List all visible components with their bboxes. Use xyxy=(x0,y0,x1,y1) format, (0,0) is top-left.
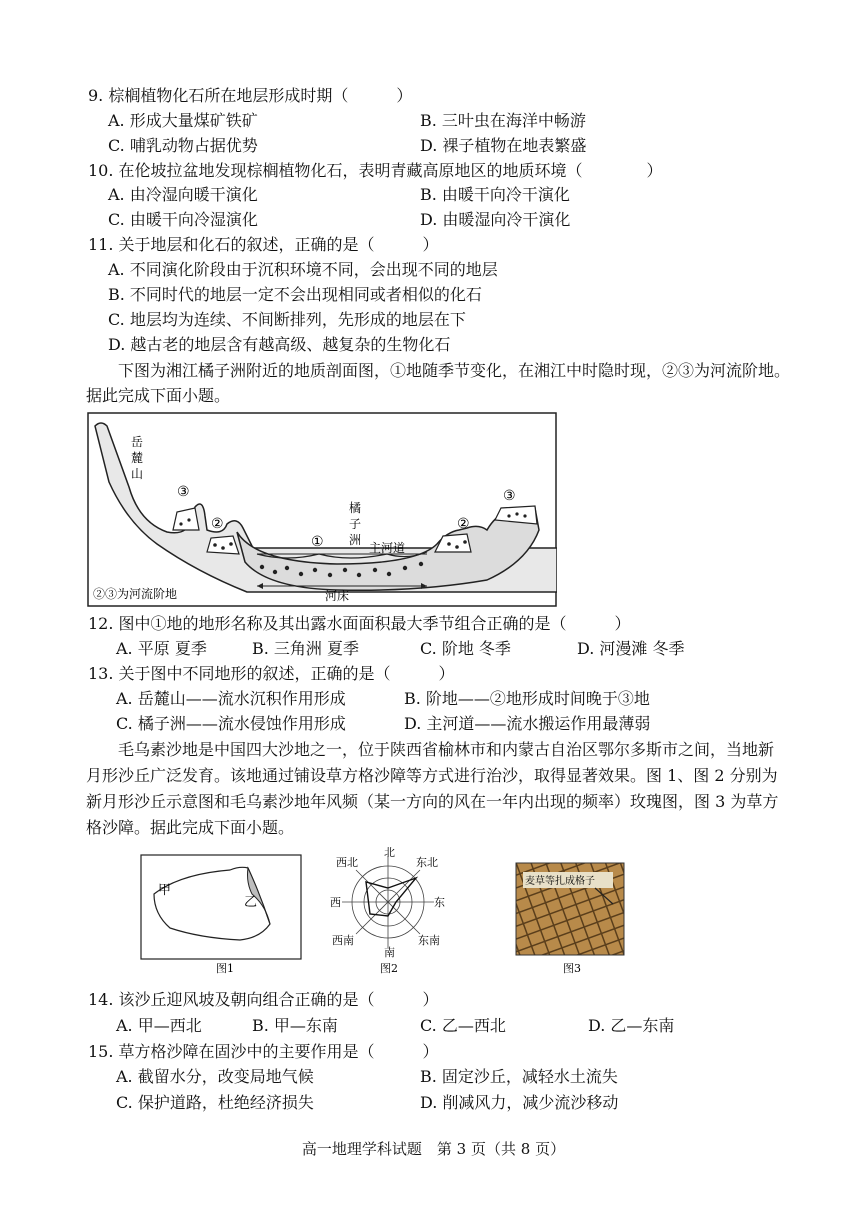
q9-option-b[interactable]: B. 三叶虫在海洋中畅游 xyxy=(420,111,586,130)
q10-stem: 10. 在伦坡拉盆地发现棕榈植物化石，表明青藏高原地区的地质环境（ ） xyxy=(88,161,663,180)
rose-s: 南 xyxy=(384,946,395,959)
dune-label-yi: 乙 xyxy=(244,895,258,910)
q15-option-d[interactable]: D. 削减风力，减少流沙移动 xyxy=(420,1093,619,1112)
q15-option-b[interactable]: B. 固定沙丘，减轻水土流失 xyxy=(420,1067,618,1086)
q12-option-b[interactable]: B. 三角洲 夏季 xyxy=(252,639,360,658)
label-yuelu-2: 麓 xyxy=(131,451,144,465)
rose-ne: 东北 xyxy=(416,856,438,869)
dune-figure xyxy=(140,854,304,978)
label-juzi-2: 子 xyxy=(349,517,362,531)
q15-option-c[interactable]: C. 保护道路，杜绝经济损失 xyxy=(116,1093,314,1112)
fig3-caption: 图3 xyxy=(563,962,581,975)
rose-sw: 西南 xyxy=(332,934,354,947)
q15-stem: 15. 草方格沙障在固沙中的主要作用是（ ） xyxy=(88,1042,439,1061)
rose-n: 北 xyxy=(384,846,395,859)
page-footer: 高一地理学科试题 第 3 页（共 8 页） xyxy=(301,1140,566,1158)
label-yuelu-1: 岳 xyxy=(131,435,144,449)
rose-se: 东南 xyxy=(418,934,440,947)
q13-option-a[interactable]: A. 岳麓山——流水沉积作用形成 xyxy=(116,689,346,708)
intro1-line1: 下图为湘江橘子洲附近的地质剖面图，①地随季节变化，在湘江中时隐时现，②③为河流阶地。 xyxy=(118,361,791,380)
intro2-line3: 新月形沙丘示意图和毛乌素沙地年风频（某一方向的风在一年内出现的频率）玫瑰图，图 3 为草方 xyxy=(86,792,779,811)
q9-option-d[interactable]: D. 裸子植物在地表繁盛 xyxy=(420,136,587,155)
rose-nw: 西北 xyxy=(336,856,358,869)
straw-grid-figure xyxy=(515,862,627,978)
q10-option-c[interactable]: C. 由暖干向冷湿演化 xyxy=(108,210,258,229)
rose-w: 西 xyxy=(330,896,341,909)
q12-option-a[interactable]: A. 平原 夏季 xyxy=(116,639,207,658)
q12-option-d[interactable]: D. 河漫滩 冬季 xyxy=(577,639,685,658)
q13-option-d[interactable]: D. 主河道——流水搬运作用最薄弱 xyxy=(404,714,651,733)
q14-option-d[interactable]: D. 乙—东南 xyxy=(588,1016,675,1035)
geologic-profile-figure xyxy=(87,412,557,607)
q10-option-b[interactable]: B. 由暖干向冷干演化 xyxy=(420,185,570,204)
dune-label-jia: 甲 xyxy=(158,883,172,898)
q14-option-c[interactable]: C. 乙—西北 xyxy=(420,1016,506,1035)
label-yuelu-3: 山 xyxy=(131,467,144,481)
intro2-line2: 月形沙丘广泛发育。该地通过铺设草方格沙障等方式进行治沙，取得显著效果。图 1、图 2 分别为 xyxy=(86,766,778,785)
q12-stem: 12. 图中①地的地形名称及其出露水面面积最大季节组合正确的是（ ） xyxy=(88,614,631,633)
fig2-caption: 图2 xyxy=(380,962,398,975)
intro2-line4: 格沙障。据此完成下面小题。 xyxy=(86,818,295,837)
q9-stem: 9. 棕榈植物化石所在地层形成时期（ ） xyxy=(88,86,413,105)
q11-option-d[interactable]: D. 越古老的地层含有越高级、越复杂的生物化石 xyxy=(108,335,451,354)
q13-option-b[interactable]: B. 阶地——②地形成时间晚于③地 xyxy=(404,689,650,708)
q13-stem: 13. 关于图中不同地形的叙述，正确的是（ ） xyxy=(88,664,455,683)
q11-stem: 11. 关于地层和化石的叙述，正确的是（ ） xyxy=(88,235,439,254)
label-main-channel: 主河道 xyxy=(369,541,406,555)
q14-option-a[interactable]: A. 甲—西北 xyxy=(116,1016,202,1035)
label-legend: ②③为河流阶地 xyxy=(93,587,178,601)
q15-option-a[interactable]: A. 截留水分，改变局地气候 xyxy=(116,1067,314,1086)
q9-option-c[interactable]: C. 哺乳动物占据优势 xyxy=(108,136,258,155)
label-juzi-1: 橘 xyxy=(349,501,362,515)
q14-stem: 14. 该沙丘迎风坡及朝向组合正确的是（ ） xyxy=(88,990,439,1009)
wind-rose-figure xyxy=(330,844,450,978)
q11-option-a[interactable]: A. 不同演化阶段由于沉积环境不同，会出现不同的地层 xyxy=(108,260,498,279)
q12-option-c[interactable]: C. 阶地 冬季 xyxy=(420,639,511,658)
marker-1: ① xyxy=(311,534,324,550)
q13-option-c[interactable]: C. 橘子洲——流水侵蚀作用形成 xyxy=(116,714,346,733)
q9-option-a[interactable]: A. 形成大量煤矿铁矿 xyxy=(108,111,258,130)
marker-2-left: ② xyxy=(211,516,224,532)
marker-3-left: ③ xyxy=(177,484,190,500)
grid-label: 麦草等扎成格子 xyxy=(525,876,595,887)
intro1-line2: 据此完成下面小题。 xyxy=(86,386,231,405)
intro2-line1: 毛乌素沙地是中国四大沙地之一，位于陕西省榆林市和内蒙古自治区鄂尔多斯市之间，当地新 xyxy=(118,740,775,759)
marker-3-right: ③ xyxy=(503,488,516,504)
q11-option-b[interactable]: B. 不同时代的地层一定不会出现相同或者相似的化石 xyxy=(108,285,482,304)
label-juzi-3: 洲 xyxy=(349,533,362,547)
rose-e: 东 xyxy=(434,896,445,909)
fig1-caption: 图1 xyxy=(216,962,234,975)
q14-option-b[interactable]: B. 甲—东南 xyxy=(252,1016,338,1035)
q11-option-c[interactable]: C. 地层均为连续、不间断排列，先形成的地层在下 xyxy=(108,310,466,329)
label-riverbed: 河床 xyxy=(325,589,350,603)
q10-option-a[interactable]: A. 由冷湿向暖干演化 xyxy=(108,185,258,204)
marker-2-right: ② xyxy=(457,516,470,532)
q10-option-d[interactable]: D. 由暖湿向冷干演化 xyxy=(420,210,571,229)
